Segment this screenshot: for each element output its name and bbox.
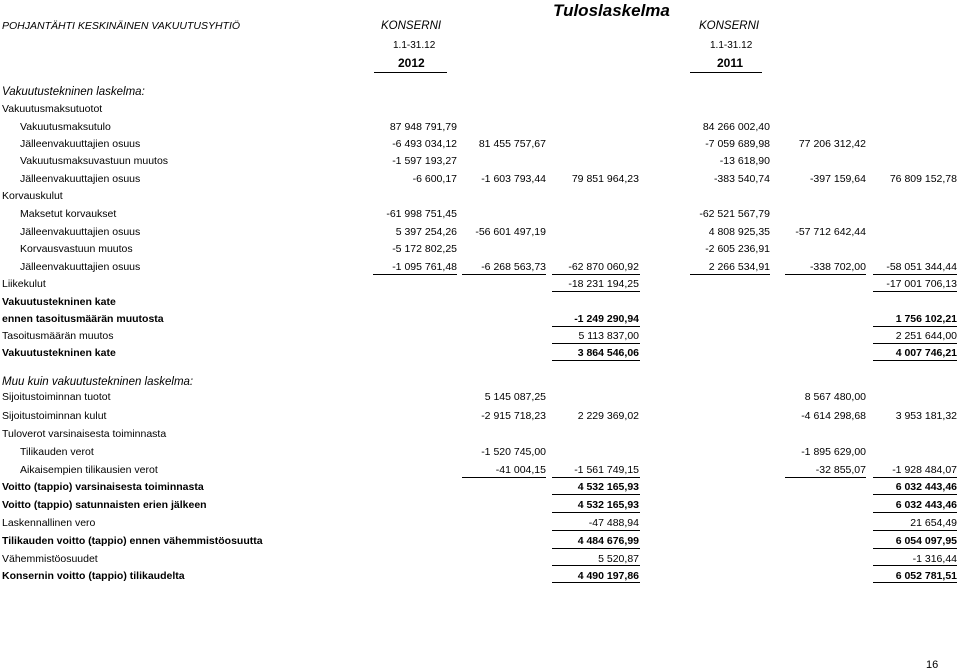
row-label: Vakuutustekninen kate	[2, 296, 116, 308]
row-value: 6 054 097,95	[895, 535, 957, 547]
row-label: Tasoitusmäärän muutos	[2, 330, 114, 342]
subtotal-underline	[785, 274, 866, 275]
subtotal-underline	[373, 274, 457, 275]
row-value: 2 266 534,91	[708, 261, 770, 273]
row-value: 6 052 781,51	[895, 570, 957, 582]
row-value: 4 532 165,93	[577, 481, 639, 493]
row-value: -1 316,44	[912, 553, 957, 565]
year-underline-2011	[690, 72, 762, 73]
section-nontechnical-heading: Muu kuin vakuutustekninen laskelma:	[2, 376, 194, 388]
row-label: Tilikauden verot	[20, 446, 94, 458]
subtotal-underline	[873, 291, 957, 292]
subtotal-underline	[873, 548, 957, 549]
row-value: -338 702,00	[809, 261, 866, 273]
row-label: Voitto (tappio) satunnaisten erien jälkeen	[2, 499, 207, 511]
row-value: 4 484 676,99	[577, 535, 639, 547]
subtotal-underline	[690, 274, 770, 275]
row-label: Vakuutustekninen kate	[2, 347, 116, 359]
row-value: 4 007 746,21	[895, 347, 957, 359]
subtotal-underline	[873, 360, 957, 361]
row-label: Voitto (tappio) varsinaisesta toiminnasta	[2, 481, 204, 493]
page-number: 16	[926, 659, 939, 671]
row-label: Korvausvastuun muutos	[20, 243, 133, 255]
row-value: -2 915 718,23	[481, 410, 546, 422]
row-label: Vakuutusmaksutuotot	[2, 103, 103, 115]
row-value: -1 603 793,44	[481, 173, 546, 185]
section-technical-heading: Vakuutustekninen laskelma:	[2, 86, 145, 98]
row-value: 4 490 197,86	[577, 570, 639, 582]
row-label: Konsernin voitto (tappio) tilikaudelta	[2, 570, 185, 582]
subtotal-underline	[873, 530, 957, 531]
row-value: 79 851 964,23	[571, 173, 639, 185]
subtotal-underline	[552, 530, 640, 531]
page-title: Tuloslaskelma	[553, 1, 670, 20]
row-value: 84 266 002,40	[702, 121, 770, 133]
row-value: -17 001 706,13	[886, 278, 957, 290]
subtotal-underline	[873, 582, 957, 583]
row-label: Maksetut korvaukset	[20, 208, 117, 220]
subtotal-underline	[552, 582, 640, 583]
row-value: -383 540,74	[713, 173, 770, 185]
row-value: -5 172 802,25	[392, 243, 457, 255]
row-label: Liikekulut	[2, 278, 46, 290]
row-value: 6 032 443,46	[895, 499, 957, 511]
subtotal-underline	[552, 494, 640, 495]
row-value: -58 051 344,44	[886, 261, 957, 273]
subtotal-underline	[873, 477, 957, 478]
row-value: -56 601 497,19	[475, 226, 546, 238]
row-value: -32 855,07	[815, 464, 866, 476]
year-2012: 2012	[398, 56, 425, 70]
row-value: -47 488,94	[588, 517, 639, 529]
row-label: Korvauskulut	[2, 190, 63, 202]
subtotal-underline	[873, 343, 957, 344]
row-value: 5 520,87	[598, 553, 639, 565]
subtotal-underline	[873, 494, 957, 495]
row-value: 4 532 165,93	[577, 499, 639, 511]
row-value: 6 032 443,46	[895, 481, 957, 493]
row-value: -1 895 629,00	[801, 446, 866, 458]
subtotal-underline	[552, 360, 640, 361]
subtotal-underline	[873, 326, 957, 327]
row-value: 5 145 087,25	[484, 391, 546, 403]
row-value: -1 597 193,27	[392, 155, 457, 167]
row-value: -6 493 034,12	[392, 138, 457, 150]
subtotal-underline	[552, 512, 640, 513]
row-label: Jälleenvakuuttajien osuus	[20, 173, 141, 185]
row-value: 76 809 152,78	[889, 173, 957, 185]
subtotal-underline	[552, 291, 640, 292]
row-value: 81 455 757,67	[478, 138, 546, 150]
column-group-2012: KONSERNI	[381, 20, 442, 32]
row-value: 21 654,49	[910, 517, 957, 529]
row-value: 1 756 102,21	[895, 313, 957, 325]
row-label: Tilikauden voitto (tappio) ennen vähemmistöosuutta	[2, 535, 263, 547]
row-label: Jälleenvakuuttajien osuus	[20, 138, 141, 150]
subtotal-underline	[873, 512, 957, 513]
subtotal-underline	[785, 477, 866, 478]
subtotal-underline	[552, 326, 640, 327]
row-label: Jälleenvakuuttajien osuus	[20, 226, 141, 238]
row-value: -62 870 060,92	[568, 261, 639, 273]
row-label: Laskennallinen vero	[2, 517, 96, 529]
row-value: -13 618,90	[719, 155, 770, 167]
row-value: -1 928 484,07	[892, 464, 957, 476]
row-value: -41 004,15	[495, 464, 546, 476]
row-value: 3 864 546,06	[577, 347, 639, 359]
column-group-2011: KONSERNI	[699, 20, 760, 32]
subtotal-underline	[873, 565, 957, 566]
row-value: 8 567 480,00	[804, 391, 866, 403]
row-value: 2 251 644,00	[895, 330, 957, 342]
subtotal-underline	[552, 565, 640, 566]
row-label: Sijoitustoiminnan tuotot	[2, 391, 111, 403]
subtotal-underline	[552, 477, 640, 478]
row-label: ennen tasoitusmäärän muutosta	[2, 313, 164, 325]
year-2011: 2011	[717, 56, 744, 70]
row-value: 87 948 791,79	[389, 121, 457, 133]
subtotal-underline	[462, 274, 546, 275]
row-value: -62 521 567,79	[699, 208, 770, 220]
row-label: Jälleenvakuuttajien osuus	[20, 261, 141, 273]
row-label: Sijoitustoiminnan kulut	[2, 410, 107, 422]
row-value: -4 614 298,68	[801, 410, 866, 422]
row-value: -2 605 236,91	[705, 243, 770, 255]
row-value: -1 095 761,48	[392, 261, 457, 273]
row-value: 5 113 837,00	[578, 330, 639, 342]
subtotal-underline	[552, 548, 640, 549]
row-value: -7 059 689,98	[705, 138, 770, 150]
year-underline-2012	[374, 72, 447, 73]
period-2011: 1.1-31.12	[710, 40, 753, 51]
row-value: -18 231 194,25	[568, 278, 639, 290]
row-label: Vähemmistöosuudet	[2, 553, 98, 565]
row-label: Aikaisempien tilikausien verot	[20, 464, 158, 476]
row-value: 77 206 312,42	[798, 138, 866, 150]
row-value: -1 249 290,94	[574, 313, 639, 325]
row-label: Vakuutusmaksuvastuun muutos	[20, 155, 169, 167]
row-value: -61 998 751,45	[386, 208, 457, 220]
company-name: POHJANTÄHTI KESKINÄINEN VAKUUTUSYHTIÖ	[2, 20, 241, 32]
row-value: -57 712 642,44	[795, 226, 866, 238]
row-value: -6 268 563,73	[481, 261, 546, 273]
subtotal-underline	[552, 343, 640, 344]
row-value: -397 159,64	[809, 173, 866, 185]
row-value: -1 520 745,00	[481, 446, 546, 458]
row-value: 4 808 925,35	[708, 226, 770, 238]
row-label: Vakuutusmaksutulo	[20, 121, 111, 133]
row-value: -6 600,17	[412, 173, 457, 185]
row-label: Tuloverot varsinaisesta toiminnasta	[2, 428, 167, 440]
subtotal-underline	[873, 274, 957, 275]
subtotal-underline	[552, 274, 640, 275]
subtotal-underline	[462, 477, 546, 478]
row-value: 3 953 181,32	[895, 410, 957, 422]
row-value: 2 229 369,02	[577, 410, 639, 422]
period-2012: 1.1-31.12	[393, 40, 436, 51]
row-value: 5 397 254,26	[395, 226, 457, 238]
row-value: -1 561 749,15	[574, 464, 639, 476]
